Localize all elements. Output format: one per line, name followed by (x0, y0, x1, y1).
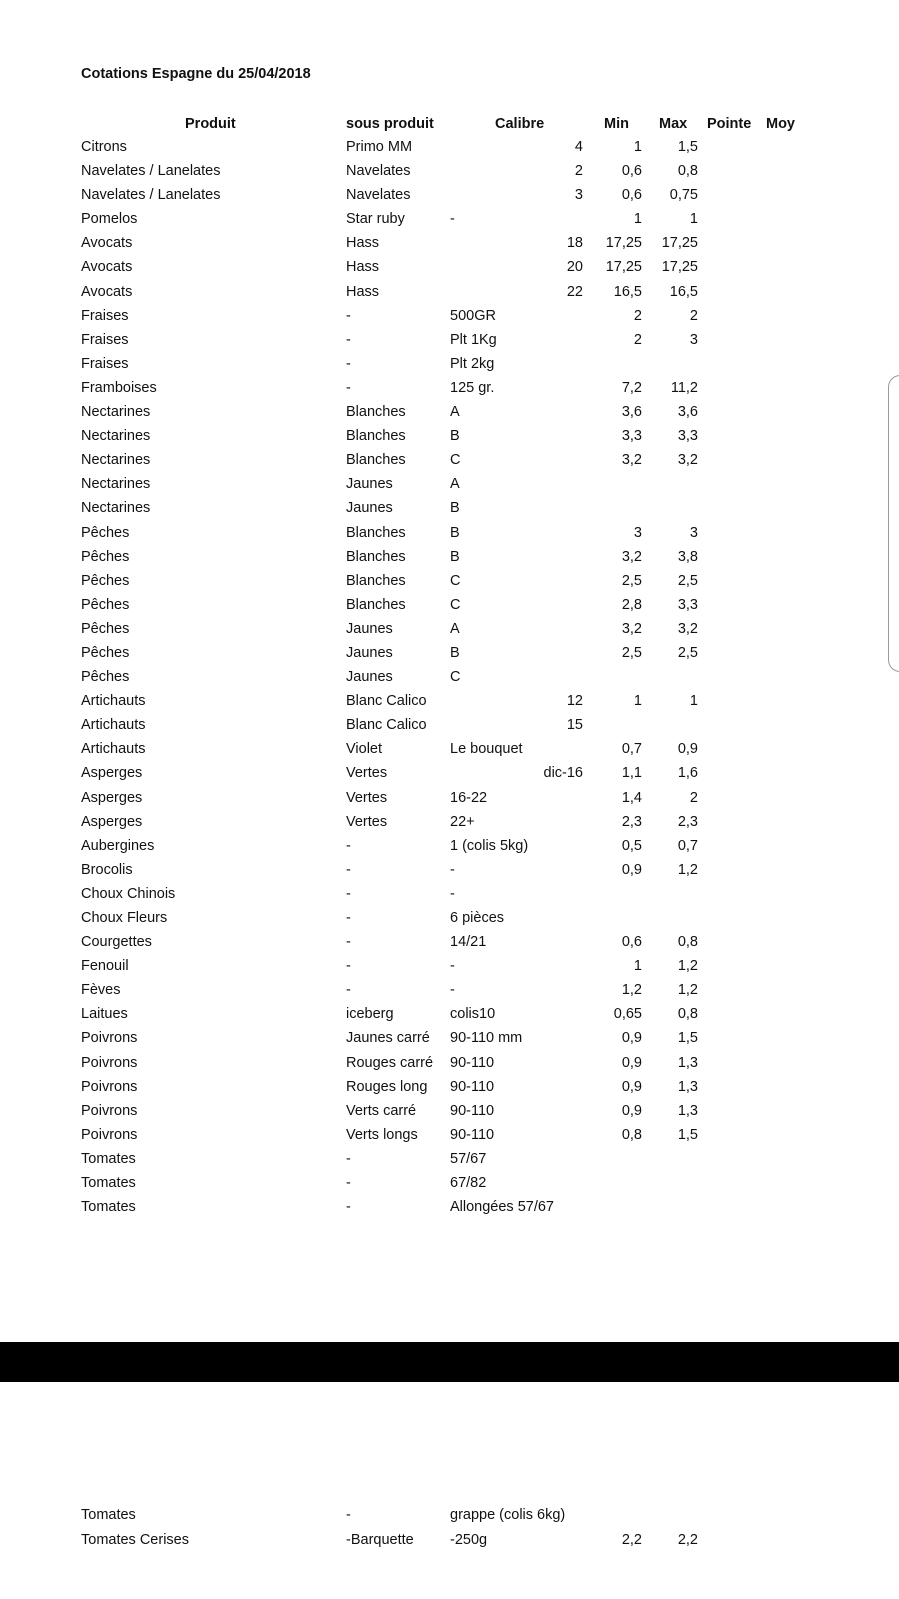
cell-produit: Nectarines (81, 428, 151, 445)
cell-calibre: grappe (colis 6kg) (450, 1507, 566, 1523)
table-row (0, 737, 899, 761)
cell-calibre: B (450, 428, 460, 445)
cell-sous-produit: -Barquette (346, 1532, 414, 1548)
cell-produit: Poivrons (81, 1102, 138, 1119)
cell-produit: Fèves (81, 982, 121, 999)
cell-min: 2,5 (621, 644, 642, 661)
cell-max: 1,5 (677, 1030, 698, 1047)
cell-calibre-number: 3 (574, 187, 583, 204)
cell-sous-produit: - (346, 885, 351, 902)
cell-sous-produit: Jaunes (346, 669, 393, 686)
cell-produit: Framboises (81, 379, 157, 396)
cell-calibre: colis10 (450, 1006, 496, 1023)
cell-calibre-number: 2 (574, 163, 583, 180)
table-row (0, 521, 899, 545)
cell-produit: Pêches (81, 644, 130, 661)
cell-min: 0,6 (621, 934, 642, 951)
cell-produit: Nectarines (81, 476, 151, 493)
table-row (0, 376, 899, 400)
cell-sous-produit: - (346, 934, 351, 951)
cell-calibre: - (450, 211, 455, 228)
cell-min: 2 (633, 307, 642, 324)
cell-calibre: A (450, 620, 460, 637)
cell-min: 17,25 (605, 235, 642, 252)
cell-produit: Artichauts (81, 693, 146, 710)
cell-min: 1 (633, 139, 642, 155)
cell-max: 1,6 (677, 765, 698, 782)
cell-calibre: Le bouquet (450, 741, 523, 758)
cell-calibre: B (450, 548, 460, 565)
cell-produit: Tomates (81, 1150, 136, 1167)
header-moy: Moy (766, 116, 795, 132)
table-row (0, 1503, 899, 1528)
cell-max: 0,75 (669, 187, 698, 204)
cell-sous-produit: - (346, 331, 351, 348)
cell-sous-produit: Rouges carré (346, 1054, 434, 1071)
cell-min: 3,6 (621, 404, 642, 421)
header-max: Max (659, 116, 688, 132)
screenshot-divider-bar (0, 1342, 899, 1382)
cell-calibre: C (450, 452, 461, 469)
cell-calibre: 90-110 (450, 1054, 495, 1071)
cell-sous-produit: - (346, 307, 351, 324)
cell-max: 3,3 (677, 596, 698, 613)
cell-produit: Pomelos (81, 211, 138, 228)
cell-calibre: A (450, 404, 460, 421)
cell-sous-produit: Jaunes carré (346, 1030, 430, 1047)
cell-sous-produit: Vertes (346, 813, 388, 830)
cell-produit: Asperges (81, 813, 143, 830)
cell-sous-produit: Navelates (346, 163, 411, 180)
table-row (0, 761, 899, 785)
cell-min: 0,8 (621, 1126, 642, 1143)
cell-calibre: B (450, 644, 460, 661)
cell-calibre-number: 4 (574, 139, 583, 155)
cell-produit: Poivrons (81, 1054, 138, 1071)
cell-produit: Tomates Cerises (81, 1532, 189, 1548)
cell-max: 16,5 (669, 283, 698, 300)
cell-min: 0,9 (621, 1054, 642, 1071)
cell-max: 1,5 (677, 1126, 698, 1143)
cell-produit: Asperges (81, 765, 143, 782)
cell-max: 1,2 (677, 982, 698, 999)
table-row (0, 1171, 899, 1195)
price-table (0, 135, 899, 1219)
table-row (0, 255, 899, 279)
table-row (0, 135, 899, 159)
cell-sous-produit: - (346, 1175, 351, 1192)
table-row (0, 689, 899, 713)
cell-max: 17,25 (661, 259, 698, 276)
header-produit: Produit (185, 116, 236, 132)
cell-calibre-number: dic-16 (543, 765, 583, 782)
table-row (0, 304, 899, 328)
cell-sous-produit: Violet (346, 741, 383, 758)
cell-max: 0,7 (677, 837, 698, 854)
table-row (0, 1002, 899, 1026)
cell-produit: Pêches (81, 669, 130, 686)
cell-sous-produit: Verts carré (346, 1102, 417, 1119)
cell-sous-produit: - (346, 861, 351, 878)
cell-min: 17,25 (605, 259, 642, 276)
cell-calibre: -250g (450, 1532, 488, 1548)
cell-min: 0,5 (621, 837, 642, 854)
table-row (0, 786, 899, 810)
cell-min: 3 (633, 524, 642, 541)
price-table-continued (0, 1503, 899, 1553)
cell-min: 3,2 (621, 452, 642, 469)
cell-calibre: A (450, 476, 460, 493)
cell-sous-produit: Rouges long (346, 1078, 428, 1095)
cell-sous-produit: - (346, 958, 351, 975)
cell-produit: Nectarines (81, 452, 151, 469)
cell-produit: Courgettes (81, 934, 152, 951)
cell-calibre: 14/21 (450, 934, 487, 951)
table-row (0, 352, 899, 376)
cell-produit: Pêches (81, 572, 130, 589)
table-row (0, 978, 899, 1002)
table-row (0, 1123, 899, 1147)
cell-sous-produit: Navelates (346, 187, 411, 204)
cell-max: 2 (689, 307, 698, 324)
cell-sous-produit: - (346, 837, 351, 854)
cell-max: 2 (689, 789, 698, 806)
cell-sous-produit: Blanches (346, 548, 406, 565)
cell-max: 2,3 (677, 813, 698, 830)
cell-sous-produit: Blanches (346, 572, 406, 589)
cell-min: 2,5 (621, 572, 642, 589)
cell-calibre: 67/82 (450, 1175, 487, 1192)
cell-min: 2,3 (621, 813, 642, 830)
cell-sous-produit: Hass (346, 259, 380, 276)
table-row (0, 183, 899, 207)
cell-produit: Avocats (81, 283, 133, 300)
cell-produit: Artichauts (81, 717, 146, 734)
cell-calibre: - (450, 885, 455, 902)
cell-min: 0,6 (621, 163, 642, 180)
cell-sous-produit: - (346, 379, 351, 396)
cell-max: 17,25 (661, 235, 698, 252)
table-row (0, 1051, 899, 1075)
cell-produit: Navelates / Lanelates (81, 163, 221, 180)
cell-min: 1,4 (621, 789, 642, 806)
cell-calibre: - (450, 861, 455, 878)
page-title: Cotations Espagne du 25/04/2018 (81, 66, 311, 82)
cell-min: 3,3 (621, 428, 642, 445)
cell-sous-produit: Vertes (346, 789, 388, 806)
cell-sous-produit: - (346, 355, 351, 372)
cell-sous-produit: - (346, 982, 351, 999)
cell-max: 1,2 (677, 958, 698, 975)
cell-min: 1 (633, 211, 642, 228)
cell-sous-produit: - (346, 1150, 351, 1167)
cell-produit: Avocats (81, 235, 133, 252)
side-panel-handle[interactable] (888, 375, 899, 672)
cell-sous-produit: Verts longs (346, 1126, 418, 1143)
cell-calibre: Plt 2kg (450, 355, 495, 372)
cell-produit: Fenouil (81, 958, 129, 975)
cell-max: 1,3 (677, 1054, 698, 1071)
cell-sous-produit: Blanches (346, 452, 406, 469)
table-row (0, 593, 899, 617)
cell-max: 3 (689, 524, 698, 541)
cell-sous-produit: Blanc Calico (346, 717, 427, 734)
cell-produit: Aubergines (81, 837, 155, 854)
cell-sous-produit: Blanches (346, 596, 406, 613)
cell-min: 2,2 (621, 1532, 642, 1548)
cell-calibre: Allongées 57/67 (450, 1199, 554, 1216)
cell-max: 0,8 (677, 163, 698, 180)
cell-min: 1 (633, 958, 642, 975)
cell-calibre: 90-110 (450, 1102, 495, 1119)
cell-sous-produit: Jaunes (346, 500, 393, 517)
table-row (0, 328, 899, 352)
table-row (0, 1528, 899, 1553)
cell-max: 0,8 (677, 934, 698, 951)
cell-min: 7,2 (621, 379, 642, 396)
cell-max: 1,3 (677, 1078, 698, 1095)
table-row (0, 1195, 899, 1219)
table-row (0, 280, 899, 304)
cell-max: 0,9 (677, 741, 698, 758)
cell-min: 2,8 (621, 596, 642, 613)
cell-max: 2,2 (677, 1532, 698, 1548)
table-row (0, 810, 899, 834)
cell-produit: Poivrons (81, 1078, 138, 1095)
cell-produit: Pêches (81, 548, 130, 565)
header-sous-produit: sous produit (346, 116, 434, 132)
cell-sous-produit: Blanches (346, 404, 406, 421)
cell-calibre: B (450, 500, 460, 517)
cell-max: 11,2 (670, 379, 698, 396)
cell-produit: Poivrons (81, 1126, 138, 1143)
cell-max: 3,6 (677, 404, 698, 421)
cell-sous-produit: Jaunes (346, 620, 393, 637)
cell-calibre: 1 (colis 5kg) (450, 837, 529, 854)
cell-calibre: C (450, 572, 461, 589)
cell-sous-produit: - (346, 910, 351, 926)
cell-calibre: C (450, 669, 461, 686)
cell-produit: Fraises (81, 331, 129, 348)
cell-calibre-number: 20 (566, 259, 583, 276)
table-row (0, 930, 899, 954)
cell-produit: Choux Fleurs (81, 910, 168, 926)
cell-max: 3,8 (677, 548, 698, 565)
cell-calibre: Plt 1Kg (450, 331, 497, 348)
cell-sous-produit: iceberg (346, 1006, 394, 1023)
cell-produit: Tomates (81, 1507, 136, 1523)
cell-sous-produit: Jaunes (346, 476, 393, 493)
cell-produit: Brocolis (81, 861, 133, 878)
cell-min: 3,2 (621, 548, 642, 565)
cell-sous-produit: Blanches (346, 524, 406, 541)
table-row (0, 665, 899, 689)
table-row (0, 882, 899, 906)
cell-produit: Navelates / Lanelates (81, 187, 221, 204)
cell-max: 3,3 (677, 428, 698, 445)
table-row (0, 834, 899, 858)
table-row (0, 858, 899, 882)
table-row (0, 641, 899, 665)
cell-produit: Tomates (81, 1175, 136, 1192)
table-row (0, 207, 899, 231)
cell-min: 1,2 (621, 982, 642, 999)
cell-max: 0,8 (677, 1006, 698, 1023)
cell-max: 3,2 (677, 452, 698, 469)
header-pointe: Pointe (707, 116, 752, 132)
cell-produit: Nectarines (81, 404, 151, 421)
cell-calibre-number: 15 (566, 717, 583, 734)
cell-produit: Pêches (81, 524, 130, 541)
cell-min: 0,6 (621, 187, 642, 204)
cell-produit: Pêches (81, 596, 130, 613)
table-row (0, 545, 899, 569)
table-row (0, 1147, 899, 1171)
cell-min: 16,5 (613, 283, 642, 300)
cell-min: 0,65 (613, 1006, 642, 1023)
cell-calibre: - (450, 982, 455, 999)
cell-min: 0,9 (621, 1078, 642, 1095)
cell-max: 2,5 (677, 644, 698, 661)
cell-produit: Fraises (81, 355, 129, 372)
table-row (0, 159, 899, 183)
cell-calibre-number: 22 (566, 283, 583, 300)
table-row (0, 496, 899, 520)
cell-min: 1 (633, 693, 642, 710)
cell-calibre: C (450, 596, 461, 613)
cell-produit: Poivrons (81, 1030, 138, 1047)
cell-min: 1,1 (621, 765, 642, 782)
cell-calibre: 16-22 (450, 789, 488, 806)
cell-produit: Avocats (81, 259, 133, 276)
table-row (0, 448, 899, 472)
cell-sous-produit: Primo MM (346, 139, 413, 155)
cell-max: 3,2 (677, 620, 698, 637)
table-row (0, 231, 899, 255)
cell-max: 1 (689, 211, 698, 228)
table-row (0, 569, 899, 593)
table-row (0, 954, 899, 978)
cell-min: 0,7 (621, 741, 642, 758)
cell-produit: Fraises (81, 307, 129, 324)
cell-calibre: B (450, 524, 460, 541)
cell-sous-produit: Hass (346, 235, 380, 252)
cell-produit: Laitues (81, 1006, 128, 1023)
cell-sous-produit: - (346, 1507, 351, 1523)
cell-min: 2 (633, 331, 642, 348)
cell-sous-produit: - (346, 1199, 351, 1216)
table-row (0, 1026, 899, 1050)
cell-max: 2,5 (677, 572, 698, 589)
cell-min: 0,9 (621, 1102, 642, 1119)
table-row (0, 906, 899, 930)
table-row (0, 472, 899, 496)
table-row (0, 1099, 899, 1123)
cell-produit: Artichauts (81, 741, 146, 758)
header-calibre: Calibre (495, 116, 545, 132)
cell-calibre-number: 12 (566, 693, 583, 710)
cell-sous-produit: Vertes (346, 765, 388, 782)
cell-sous-produit: Jaunes (346, 644, 393, 661)
cell-sous-produit: Star ruby (346, 211, 405, 228)
cell-produit: Nectarines (81, 500, 151, 517)
cell-calibre: - (450, 958, 455, 975)
table-row (0, 400, 899, 424)
cell-max: 1,2 (677, 861, 698, 878)
table-row (0, 1075, 899, 1099)
cell-max: 3 (689, 331, 698, 348)
cell-sous-produit: Blanches (346, 428, 406, 445)
cell-produit: Tomates (81, 1199, 136, 1216)
cell-sous-produit: Hass (346, 283, 380, 300)
cell-calibre: 500GR (450, 307, 496, 324)
cell-max: 1,3 (677, 1102, 698, 1119)
table-row (0, 617, 899, 641)
cell-calibre: 22+ (450, 813, 475, 830)
cell-min: 3,2 (621, 620, 642, 637)
cell-produit: Choux Chinois (81, 885, 176, 902)
table-row (0, 424, 899, 448)
cell-produit: Asperges (81, 789, 143, 806)
cell-calibre-number: 18 (566, 235, 583, 252)
cell-max: 1 (689, 693, 698, 710)
table-row (0, 713, 899, 737)
header-min: Min (604, 116, 629, 132)
cell-max: 1,5 (677, 139, 698, 155)
cell-calibre: 90-110 (450, 1078, 495, 1095)
cell-calibre: 90-110 (450, 1126, 495, 1143)
cell-produit: Citrons (81, 139, 127, 155)
cell-calibre: 57/67 (450, 1150, 487, 1167)
cell-produit: Pêches (81, 620, 130, 637)
cell-min: 0,9 (621, 861, 642, 878)
cell-calibre: 90-110 mm (450, 1030, 523, 1047)
cell-calibre: 6 pièces (450, 910, 505, 926)
cell-calibre: 125 gr. (450, 379, 495, 396)
cell-sous-produit: Blanc Calico (346, 693, 427, 710)
cell-min: 0,9 (621, 1030, 642, 1047)
